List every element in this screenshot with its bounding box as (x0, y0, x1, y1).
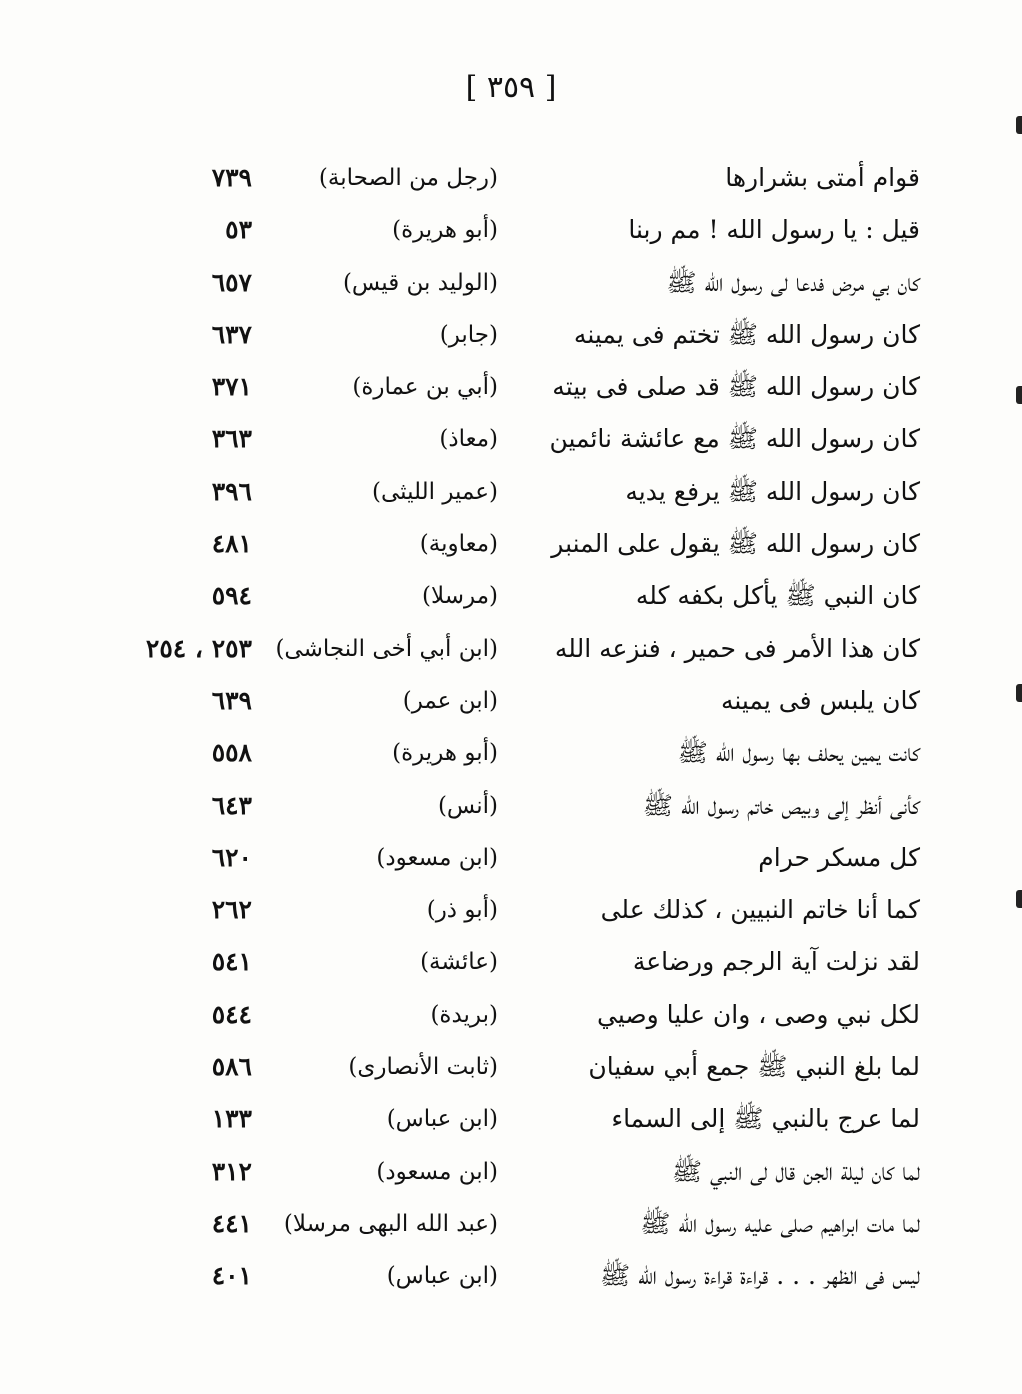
index-row (0, 1093, 1022, 1145)
page-reference: ٥٤٤ (211, 999, 252, 1029)
page-reference: ٥٤١ (211, 947, 252, 977)
index-row (0, 623, 1022, 675)
scan-edge-mark (1016, 684, 1022, 702)
page-reference: ٣٩٦ (211, 476, 252, 506)
narrator: (مرسلا) (422, 583, 498, 610)
narrator: (معاذ) (439, 426, 498, 453)
index-list (0, 152, 1022, 1303)
hadith-text: قوام أمتى بشرارها (725, 163, 920, 192)
index-row (0, 1198, 1022, 1250)
page-reference: ٥٥٨ (211, 738, 252, 768)
page-reference: ٥٩٤ (211, 581, 252, 611)
scan-edge-mark (1016, 890, 1022, 908)
narrator: (ثابت الأنصارى) (348, 1054, 498, 1081)
narrator: (رجل من الصحابة) (318, 165, 498, 191)
hadith-text: كان النبي ﷺ يأكل بكفه كله (635, 581, 920, 611)
hadith-text: كان رسول الله ﷺ يقول على المنبر (551, 529, 920, 559)
narrator: (عبد الله البهى مرسلا) (283, 1210, 498, 1237)
hadith-text: كل مسكر حرام (758, 842, 920, 872)
index-row (0, 413, 1022, 465)
page-number: [ ٣٥٩ ] (465, 70, 557, 105)
hadith-text: لما عرج بالنبي ﷺ إلى السماء (611, 1104, 920, 1134)
index-row (0, 570, 1022, 622)
narrator: (بريدة) (430, 1001, 498, 1028)
page-reference: ٢٦٢ (211, 895, 252, 925)
page-reference: ٣٧١ (211, 372, 252, 402)
narrator: (أبو هريرة) (392, 740, 498, 767)
hadith-text: لكل نبي وصى ، وان عليا وصيي (597, 999, 920, 1029)
hadith-text: لما بلغ النبي ﷺ جمع أبي سفيان (588, 1052, 920, 1082)
page-reference: ٥٣ (225, 215, 252, 245)
narrator: (ابن عمر) (402, 687, 498, 714)
index-row (0, 1146, 1022, 1198)
hadith-text: كان رسول الله ﷺ مع عائشة نائمين (549, 424, 920, 454)
hadith-text: كان بي مرض فدعا لى رسول الله ﷺ (666, 267, 920, 297)
index-row (0, 466, 1022, 518)
index-row (0, 675, 1022, 727)
scan-edge-mark (1016, 386, 1022, 404)
index-row (0, 936, 1022, 988)
index-row (0, 884, 1022, 936)
page-reference: ٧٣٩ (211, 163, 252, 192)
hadith-text: كان يلبس فى يمينه (720, 685, 920, 715)
hadith-text: ليس فى الظهر . . . قراءة قراءة رسول الله ﷺ (600, 1261, 920, 1291)
page-reference: ٦٣٩ (211, 685, 252, 715)
index-row (0, 152, 1022, 204)
index-row (0, 780, 1022, 832)
hadith-text: كانت يمين يحلف بها رسول الله ﷺ (677, 738, 920, 768)
narrator: (ابن مسعود) (376, 844, 498, 871)
index-row (0, 727, 1022, 779)
narrator: (أبو ذر) (426, 897, 498, 924)
narrator: (ابن عباس) (386, 1106, 498, 1133)
hadith-text: قيل : يا رسول الله ! مم ربنا (628, 215, 920, 245)
page-reference: ٤٨١ (211, 529, 252, 559)
page-reference: ٢٥٣ ، ٢٥٤ (145, 633, 252, 663)
page-reference: ٦٣٧ (211, 319, 252, 349)
hadith-text: كان رسول الله ﷺ قد صلى فى بيته (552, 372, 920, 402)
narrator: (ابن مسعود) (376, 1158, 498, 1185)
index-row (0, 1250, 1022, 1302)
hadith-text: كان رسول الله ﷺ يرفع يديه (625, 476, 920, 506)
hadith-text: لقد نزلت آية الرجم ورضاعة (632, 947, 920, 977)
page-reference: ٤٠١ (211, 1261, 252, 1291)
hadith-text: كان هذا الأمر فى حمير ، فنزعه الله (554, 633, 920, 663)
index-row (0, 1041, 1022, 1093)
hadith-text: كما أنا خاتم النبيين ، كذلك على (600, 895, 920, 925)
narrator: (معاوية) (419, 531, 498, 558)
page-reference: ١٣٣ (211, 1104, 252, 1134)
index-row (0, 989, 1022, 1041)
page-reference: ٣١٢ (211, 1156, 252, 1186)
index-row (0, 204, 1022, 256)
narrator: (ابن أبي أخى النجاشى) (275, 635, 498, 662)
hadith-text: كأنى أنظر إلى وبيص خاتم رسول الله ﷺ (642, 790, 920, 820)
narrator: (أبو هريرة) (392, 217, 498, 244)
index-row (0, 832, 1022, 884)
narrator: (عمير الليثى) (372, 478, 498, 505)
index-row (0, 361, 1022, 413)
hadith-text: لما مات ابراهيم صلى عليه رسول الله ﷺ (640, 1208, 920, 1238)
narrator: (أبي بن عمارة) (352, 374, 498, 401)
narrator: (جابر) (439, 321, 498, 348)
page-reference: ٥٨٦ (211, 1052, 252, 1082)
page-reference: ٤٤١ (211, 1208, 252, 1238)
page-reference: ٦٤٣ (211, 790, 252, 820)
hadith-text: كان رسول الله ﷺ تختم فى يمينه (573, 319, 920, 349)
page-reference: ٣٦٣ (211, 424, 252, 454)
narrator: (الوليد بن قيس) (342, 269, 498, 296)
hadith-text: لما كان ليلة الجن قال لى النبي ﷺ (671, 1156, 920, 1186)
index-row (0, 518, 1022, 570)
index-row (0, 309, 1022, 361)
narrator: (أنس) (437, 792, 498, 819)
narrator: (ابن عباس) (386, 1263, 498, 1290)
narrator: (عائشة) (420, 949, 498, 976)
scan-edge-mark (1016, 116, 1022, 134)
page-reference: ٦٥٧ (211, 267, 252, 297)
page-reference: ٦٢٠ (211, 842, 252, 872)
index-row (0, 257, 1022, 309)
